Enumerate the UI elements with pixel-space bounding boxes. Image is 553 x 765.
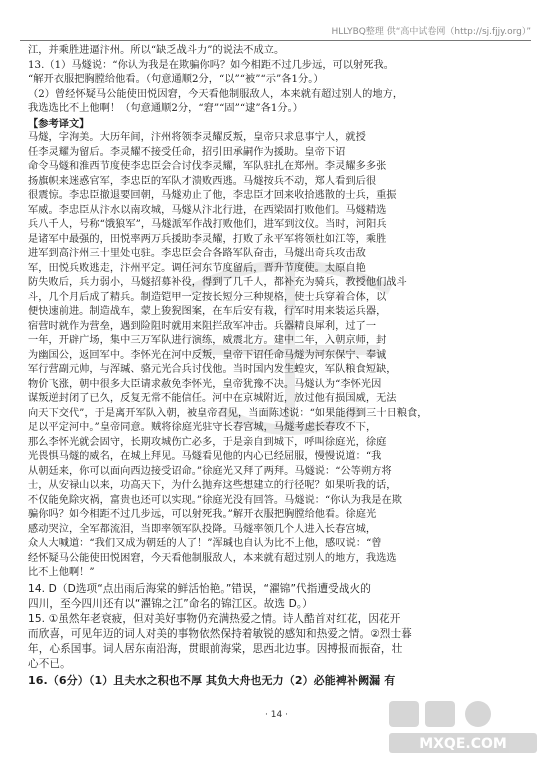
- text-line: 骗你吗？如今相距不过几步远，可以射死我。”解开衣服把胸膛给他看。徐庭光: [28, 509, 377, 520]
- page-header: [20, 22, 531, 41]
- text-line: 防失败后，兵力弱小，马燧招募补役，得到了几千人，都补充为骑兵，教授他们战斗: [28, 277, 407, 288]
- text-line: 兵八千人，号称“饿狼军”，马燧派军作战打败他们，进军到汶仪。当时，河阳兵: [28, 219, 387, 230]
- text-line: 向天下交代”，于是离开军队入朝，被皇帝召见，当面陈述说：“如果能得到三十日粮食，: [28, 407, 428, 419]
- text-line: 一年，开辟广场，集中三万军队进行演练，威震北方。建中二年，入朝京师，封: [28, 335, 387, 346]
- text-line: 【参考译文】: [28, 117, 90, 130]
- text-line: 而欣喜，可见年迈的词人对美的事物依然保持着敏锐的感知和热爱之情。②烈士暮: [28, 628, 412, 641]
- text-line: 扬旗帜来迷惑官军，李忠臣的军队才溃败西逃。马燧按兵不动，郑人看到后很: [28, 175, 377, 187]
- text-line: 斗，几个月后成了精兵。制造铠甲一定按长短分三种规格，使士兵穿着合体，以: [28, 291, 387, 303]
- stamp-text-bottom: MXQE.COM: [419, 736, 507, 752]
- site-stamp-logo-icon: [383, 697, 543, 757]
- text-line: 命令马燧和淮西节度使李忠臣会合讨伐李灵耀，军队驻扎在郑州。李灵耀多多张: [28, 161, 387, 172]
- header-text: HLLYBQ整理 供“高中试卷网（http://sj.fjjy.org）”: [331, 27, 531, 37]
- text-line: 军行营副元帅，与浑瑊、骆元光合兵讨伐他。当时国内发生蝗灾，军队粮食短缺，: [28, 364, 397, 375]
- text-line: 光畏惧马燧的威名，在城上拜见。马燧看见他的内心已经屈服，慢慢说道：“我: [28, 451, 382, 462]
- text-line: 14. D（D选项“点出雨后海棠的鲜活怡艳。”错误，“濯锦”代指遭受战火的: [28, 582, 371, 595]
- text-line: 任李灵耀为留后。李灵耀不接受任命，招引田承嗣作为援助。皇帝下诏: [28, 146, 346, 158]
- text-line: 心不已。: [28, 658, 71, 671]
- text-line: 那么李怀光就会固守，长期攻城伤亡必多，于是亲自到城下，呼叫徐庭光，徐庭: [28, 436, 387, 448]
- document-body: [28, 44, 526, 688]
- text-line: 感动哭泣，全军都流泪，当即率领军队投降。马燧率领几个人进入长春宫城，: [28, 523, 377, 535]
- text-line: “解开衣服把胸膛给他看。（句意通顺2分，“以”“被”“示”各1分。）: [28, 74, 324, 85]
- text-line: 15. ①虽然年老衰疲，但对美好事物仍充满热爱之情。诗人酷首对红花，因花开: [28, 612, 401, 625]
- text-line: 马燧，字洵美。大历年间，汴州将领李灵耀反叛，皇帝只求息事宁人，就授: [28, 132, 366, 143]
- text-line: 士，从安禄山以来，功高天下，为什么抛弃这些想建立的行径呢？如果听我的话，: [28, 480, 397, 491]
- text-line: 军，田悦兵败逃走，汴州平定。调任河东节度留后，晋升节度使。太原自艳: [28, 262, 366, 274]
- text-line: 物价飞涨，朝中很多大臣请求赦免李怀光，皇帝犹豫不决。马燧认为“李怀光因: [28, 378, 382, 390]
- text-line: 为幽国公，返回军中。李怀光在河中反叛，皇帝下诏任命马燧为河东保宁、奉诚: [28, 349, 387, 361]
- text-line: 谋叛逆封闭了已久，反复无常不能信任。河中在京城附近，放过他有损国威，无法: [28, 393, 397, 404]
- text-line: 是诸军中最强的，田悦率两万兵援助李灵耀，打败了永平军将领杜如江等，乘胜: [28, 233, 387, 245]
- text-line: 便快速前进。制造战车，蒙上狻猊图案，在车后安有栽，行军时用来装运兵器，: [28, 306, 387, 317]
- text-line: 比不上他啊！”: [28, 567, 95, 578]
- text-line: （2）曾经怀疑马公能使田悦因窘，今天看他制服敌人，本来就有超过别人的地方，: [28, 88, 404, 100]
- text-line: 13.（1）马燧说：“你认为我是在欺骗你吗？如今相距不过几步远，可以射死我。: [28, 59, 394, 71]
- text-line: 16.（6分）（1）且夫水之积也不厚 其负大舟也无力（2）必能裨补阙漏 有: [28, 673, 396, 687]
- text-line: 江，并乘胜进逼汴州。所以“缺乏战斗力”的说法不成立。: [28, 45, 285, 56]
- text-line: 很震惊。李忠臣撤退要回朝，马燧劝止了他，李忠臣才回来收拾逃散的士兵，重振: [28, 190, 397, 201]
- text-line: 足以平定河中。”皇帝同意。贼将徐庭光驻守长春宫城，马燧考虑长春攻不下，: [28, 422, 377, 433]
- page-number: · 14 ·: [265, 710, 288, 720]
- text-line: 不仅能免除灾祸，富贵也还可以实现。”徐庭光没有回答。马燧说：“你认为我是在欺: [28, 494, 402, 506]
- text-line: 年，心系国事。词人居东南沿海，贯眼前海棠，思西北边事。因搏报而振奋，壮: [28, 643, 403, 656]
- text-line: 众人大喊道：“我们又成为朝廷的人了！”浑瑊也自认为比不上他，感叹说：“曾: [28, 538, 382, 549]
- text-line: 我选选比不上他啊！（句意通顺2分，“窘”“固”“逮”各1分。）: [28, 103, 303, 114]
- text-line: 四川，至今四川还有以“濯锦之江”命名的锦江区。故选 D。）: [28, 597, 313, 610]
- text-line: 经怀疑马公能使田悦困窘，今天看他制服敌人，本来就有超过别人的地方，我选选: [28, 552, 397, 564]
- text-line: 宿营时就作为营垒，遇到险阻时就用来阻拦敌军冲击。兵器精良犀利，过了一: [28, 320, 377, 332]
- text-line: 进军到高汴州三十里处屯驻。李忠臣会合各路军队奋击，马燧出奇兵攻击敌: [28, 248, 366, 259]
- text-line: 军威。李忠臣从汴水以南攻城，马燧从汴北行进，在西梁固打败他们。马燧精选: [28, 204, 387, 216]
- text-line: 从朝廷来，你可以面向西边接受诏命。”徐庭光又拜了两拜。马燧说：“公等朔方将: [28, 465, 392, 477]
